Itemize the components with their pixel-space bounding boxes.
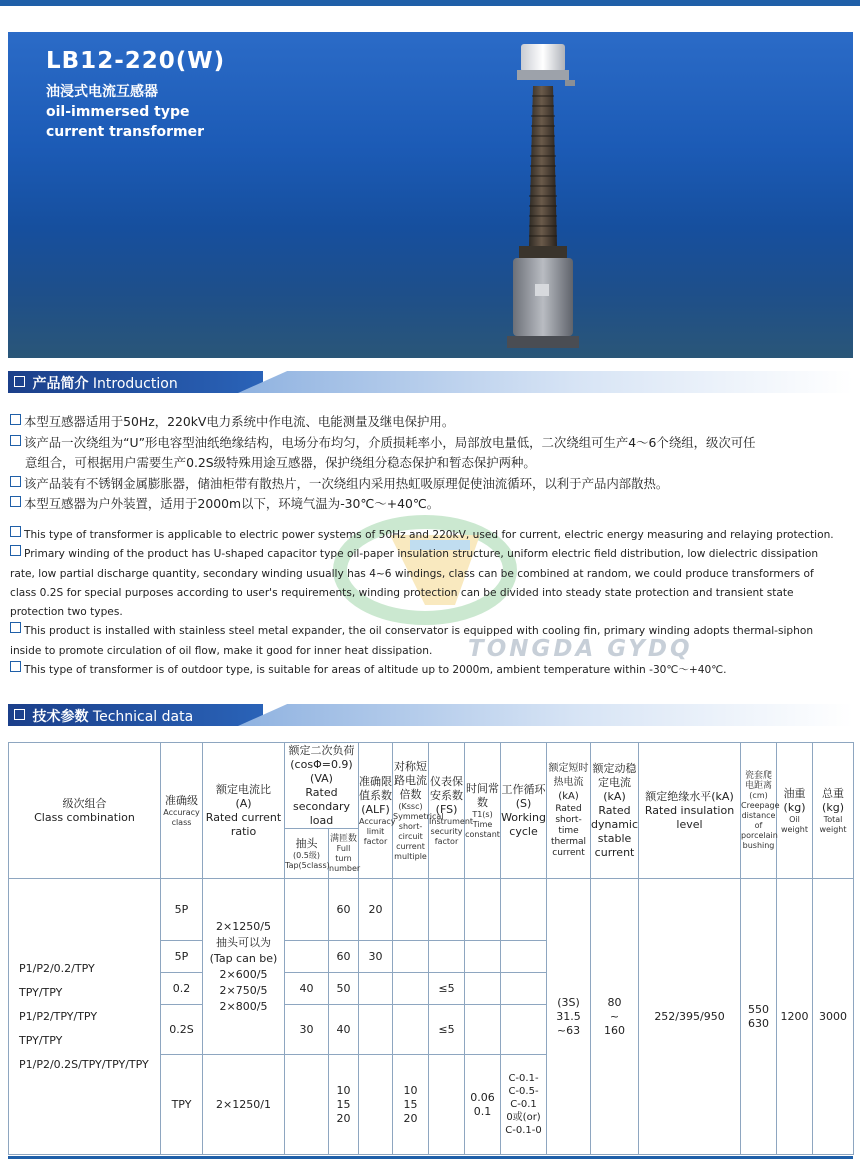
cycle-cell xyxy=(501,879,547,941)
intro-en-paragraph: This product is installed with stainless steel metal expander, the oil conservator is equipped with cooling fin, primary winding adopts thermal-siphon xyxy=(10,622,855,641)
fs-cell: ≤5 xyxy=(429,1005,465,1055)
checkbox-icon xyxy=(10,414,21,425)
watermark-text: TONGDA GYDQ xyxy=(468,636,693,662)
table-header-row xyxy=(9,743,854,829)
accuracy-cell: TPY xyxy=(161,1055,203,1155)
header-creepage: 瓷套爬电距离 (cm) Creepage distance of porcelain bushing xyxy=(741,743,777,879)
introduction-en xyxy=(10,526,855,680)
header-rated-current-ratio: 额定电流比 (A) Rated current ratio xyxy=(203,743,285,879)
tap-cell: 40 xyxy=(285,973,329,1005)
header-tap: 抽头 (0.5级) Tap(5class) xyxy=(285,829,329,879)
alf-cell xyxy=(359,1055,393,1155)
class-combination-cell: P1/P2/0.2/TPY TPY/TPY P1/P2/TPY/TPY TPY/TPY P1/P2/0.2S/TPY/TPY/TPY xyxy=(9,879,161,1155)
model-title: LB12-220(W) xyxy=(46,48,226,74)
cycle-cell xyxy=(501,941,547,973)
ratio-cell: 2×1250/5 抽头可以为 (Tap can be) 2×600/5 2×750/5 2×800/5 xyxy=(203,879,285,1055)
kssc-cell xyxy=(393,1005,429,1055)
kssc-cell xyxy=(393,879,429,941)
kssc-cell: 10 15 20 xyxy=(393,1055,429,1155)
section-title-cn: 产品简介 xyxy=(32,376,89,392)
accuracy-cell: 5P xyxy=(161,879,203,941)
total-weight-cell: 3000 xyxy=(813,879,854,1155)
checkbox-icon xyxy=(10,476,21,487)
thermal-current-cell: (3S) 31.5 ~63 xyxy=(547,879,591,1155)
tap-cell xyxy=(285,1055,329,1155)
header-thermal-current: 额定短时热电流(kA) Rated short-time thermal current xyxy=(547,743,591,879)
product-name xyxy=(46,82,204,142)
alf-cell xyxy=(359,1005,393,1055)
intro-en-paragraph-cont: rate, low partial discharge quantity, secondary winding usually has 4~6 windings, class can be combined at random, we could produce transformers of xyxy=(10,567,814,580)
top-border-line xyxy=(0,0,860,6)
accuracy-cell: 5P xyxy=(161,941,203,973)
cycle-cell: C-0.1- C-0.5- C-0.1 0或(or) C-0.1-0 xyxy=(501,1055,547,1155)
intro-cn-paragraph: 该产品一次绕组为“U”形电容型油纸绝缘结构，电场分布均匀，介质损耗率小，局部放电量低，二次绕组可生产4～6个绕组，级次可任 xyxy=(10,433,855,454)
header-class-combination: 级次组合 Class combination xyxy=(9,743,161,879)
intro-en-paragraph: Primary winding of the product has U-shaped capacitor type oil-paper insulation structure, uniform electric field distribution, low dielectric dissipation xyxy=(10,545,855,564)
intro-cn-paragraph: 本型互感器为户外装置，适用于2000m以下，环境气温为-30℃～+40℃。 xyxy=(10,494,855,515)
header-total-weight: 总重(kg) Total weight xyxy=(813,743,854,879)
kssc-cell xyxy=(393,941,429,973)
header-working-cycle: 工作循环(S) Working cycle xyxy=(501,743,547,879)
product-name-cn: 油浸式电流互感器 xyxy=(46,84,158,100)
accuracy-cell: 0.2S xyxy=(161,1005,203,1055)
header-alf: 准确限值系数(ALF) Accuracy limit factor xyxy=(359,743,393,879)
section-header-introduction xyxy=(8,371,853,393)
section-title-en: Introduction xyxy=(92,376,178,392)
alf-cell: 30 xyxy=(359,941,393,973)
kssc-cell xyxy=(393,973,429,1005)
fs-cell: ≤5 xyxy=(429,973,465,1005)
technical-data-table xyxy=(8,742,854,1155)
alf-cell xyxy=(359,973,393,1005)
header-full-turn: 满匝数 Full turn number xyxy=(329,829,359,879)
fs-cell xyxy=(429,1055,465,1155)
creepage-cell: 550 630 xyxy=(741,879,777,1155)
checkbox-icon xyxy=(10,496,21,507)
checkbox-icon xyxy=(10,526,21,537)
header-oil-weight: 油重(kg) Oil weight xyxy=(777,743,813,879)
oil-weight-cell: 1200 xyxy=(777,879,813,1155)
introduction-cn xyxy=(10,412,855,515)
alf-cell: 20 xyxy=(359,879,393,941)
time-cell xyxy=(465,879,501,941)
header-fs: 仪表保安系数(FS) Instrument security factor xyxy=(429,743,465,879)
checkbox-icon xyxy=(10,545,21,556)
intro-cn-paragraph: 该产品装有不锈钢金属膨胀器，储油柜带有散热片，一次绕组内采用热虹吸原理促使油流循环，以利于产品内部散热。 xyxy=(10,474,855,495)
full-turn-cell: 10 15 20 xyxy=(329,1055,359,1155)
time-cell xyxy=(465,973,501,1005)
section-title-en: Technical data xyxy=(92,709,194,725)
product-name-en-1: oil-immersed type xyxy=(46,104,190,120)
section-header-technical-data xyxy=(8,704,853,726)
section-title-cn: 技术参数 xyxy=(32,709,89,725)
time-cell xyxy=(465,941,501,973)
cycle-cell xyxy=(501,1005,547,1055)
checkbox-icon xyxy=(10,622,21,633)
tap-cell xyxy=(285,879,329,941)
bottom-border-line xyxy=(8,1156,853,1159)
checkbox-icon xyxy=(14,709,25,720)
full-turn-cell: 60 xyxy=(329,941,359,973)
full-turn-cell: 40 xyxy=(329,1005,359,1055)
intro-cn-paragraph: 本型互感器适用于50Hz，220kV电力系统中作电流、电能测量及继电保护用。 xyxy=(10,412,855,433)
header-insulation-level: 额定绝缘水平(kA) Rated insulation level xyxy=(639,743,741,879)
full-turn-cell: 50 xyxy=(329,973,359,1005)
ratio-cell: 2×1250/1 xyxy=(203,1055,285,1155)
intro-en-paragraph: This type of transformer is applicable to electric power systems of 50Hz and 220kV, used for current, electric energy measuring and relaying protection. xyxy=(10,526,855,545)
header-rated-secondary-load: 额定二次负荷(cosΦ=0.9)(VA) Rated secondary load xyxy=(285,743,359,829)
header-accuracy-class: 准确级 Accuracy class xyxy=(161,743,203,879)
header-kssc: 对称短路电流倍数 (Kssc) Symmetrical short-circuit current multiple xyxy=(393,743,429,879)
full-turn-cell: 60 xyxy=(329,879,359,941)
fs-cell xyxy=(429,941,465,973)
product-name-en-2: current transformer xyxy=(46,124,205,140)
intro-cn-paragraph-cont: 意组合，可根据用户需要生产0.2S级特殊用途互感器，保护绕组分稳态保护和暂态保护两种。 xyxy=(25,455,536,470)
time-cell xyxy=(465,1005,501,1055)
checkbox-icon xyxy=(10,435,21,446)
product-banner xyxy=(8,32,853,358)
intro-en-paragraph-cont: inside to promote circulation of oil flow, make it good for inner heat dissipation. xyxy=(10,644,433,657)
header-dynamic-current: 额定动稳定电流(kA) Rated dynamic stable current xyxy=(591,743,639,879)
tap-cell: 30 xyxy=(285,1005,329,1055)
intro-en-paragraph: This type of transformer is of outdoor type, is suitable for areas of altitude up to 2000m, ambient temperature within -30℃～+40℃. xyxy=(10,661,855,680)
insulation-level-cell: 252/395/950 xyxy=(639,879,741,1155)
accuracy-cell: 0.2 xyxy=(161,973,203,1005)
transformer-illustration xyxy=(493,36,613,356)
fs-cell xyxy=(429,879,465,941)
header-time-constant: 时间常数 T1(s) Time constant xyxy=(465,743,501,879)
intro-en-paragraph-cont: class 0.2S for special purposes according to user's requirements, winding protection can be divided into steady state protection and transient state xyxy=(10,586,794,599)
tap-cell xyxy=(285,941,329,973)
time-cell: 0.06 0.1 xyxy=(465,1055,501,1155)
cycle-cell xyxy=(501,973,547,1005)
table-row xyxy=(9,879,854,941)
intro-en-paragraph-cont: protection two types. xyxy=(10,606,123,619)
checkbox-icon xyxy=(10,661,21,672)
dynamic-current-cell: 80 ~ 160 xyxy=(591,879,639,1155)
checkbox-icon xyxy=(14,376,25,387)
